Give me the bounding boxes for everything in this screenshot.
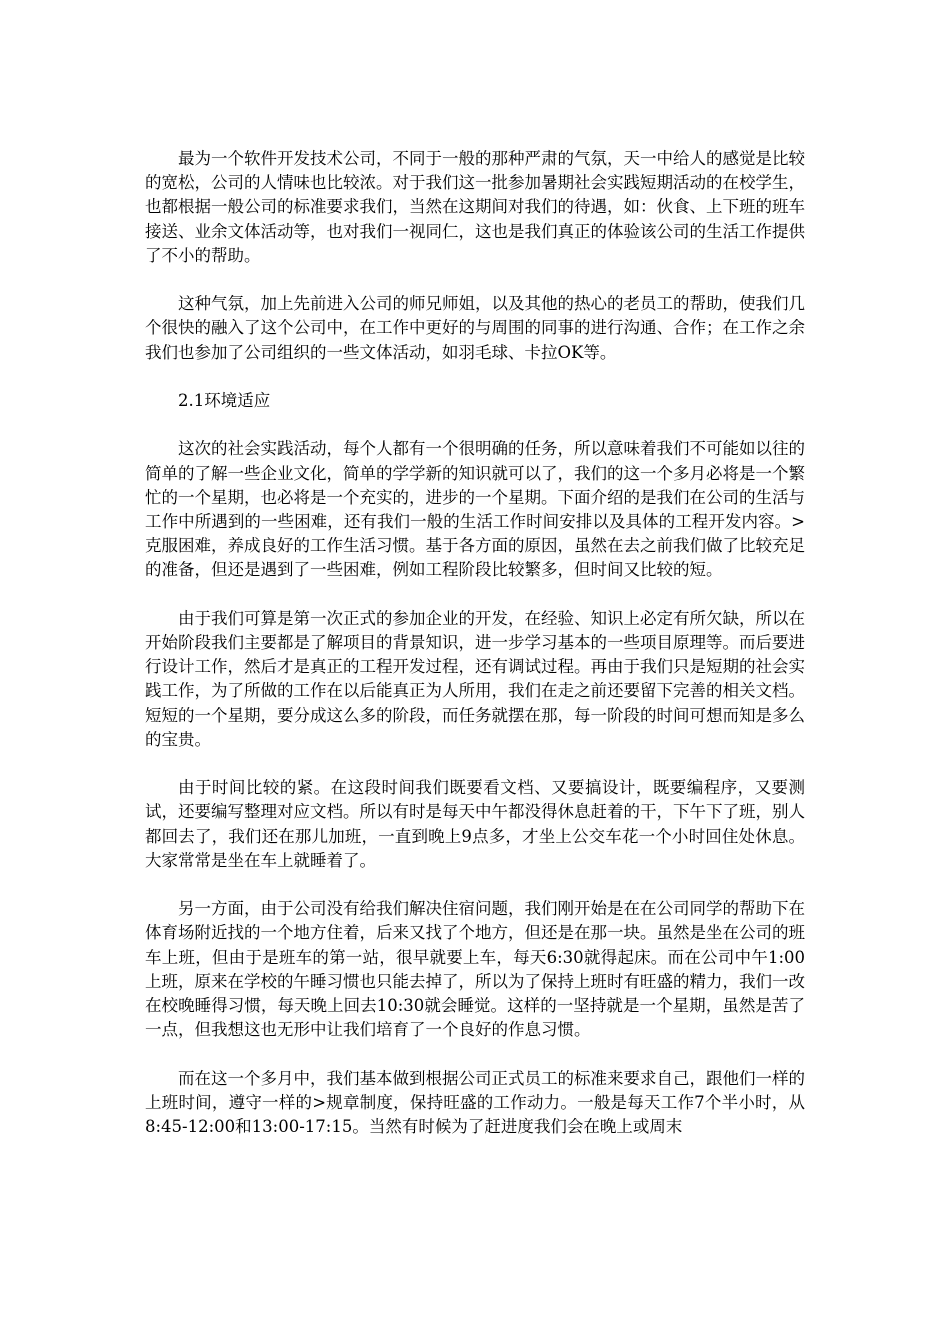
- paragraph-work-hours: 而在这一个多月中，我们基本做到根据公司正式员工的标准来要求自己，跟他们一样的上班时间，遵守一样的>规章制度，保持旺盛的工作动力。一般是每天工作7个半小时，从8:45-12:00和13:00-17:15。当然有时候为了赶进度我们会在晚上或周末: [145, 1068, 805, 1137]
- paragraph-integration: 这种气氛，加上先前进入公司的师兄师姐，以及其他的热心的老员工的帮助，使我们几个很快的融入了这个公司中，在工作中更好的与周围的同事的进行沟通、合作；在工作之余我们也参加了公司组织的一些文体活动，如羽毛球、卡拉OK等。: [145, 294, 805, 362]
- paragraph-accommodation: 另一方面，由于公司没有给我们解决住宿问题，我们刚开始是在在公司同学的帮助下在体育场附近找的一个地方住着，后来又找了个地方，但还是在那一块。虽然是坐在公司的班车上班，但由于是班车的第一站，很早就要上车，每天6:30就得起床。而在公司中午1:00上班，原来在学校的午睡习惯也只能去掉了，所以为了保持上班时有旺盛的精力，我们一改在校晚睡得习惯，每天晚上回去10:30就会睡觉。这样的一坚持就是一个星期，虽然是苦了一点，但我想这也无形中让我们培育了一个良好的作息习惯。: [145, 899, 805, 1040]
- paragraph-company-atmosphere: 最为一个软件开发技术公司，不同于一般的那种严肃的气氛，天一中给人的感觉是比较的宽松，公司的人情味也比较浓。对于我们这一批参加暑期社会实践短期活动的在校学生，也都根据一般公司的标准要求我们，当然在这期间对我们的待遇，如：伙食、上下班的班车接送、业余文体活动等，也对我们一视同仁，这也是我们真正的体验该公司的生活工作提供了不小的帮助。: [145, 149, 805, 265]
- document-page: [145, 147, 805, 1139]
- paragraph-task-overview: 这次的社会实践活动，每个人都有一个很明确的任务，所以意味着我们不可能如以往的简单的了解一些企业文化，简单的学学新的知识就可以了，我们的这一个多月必将是一个繁忙的一个星期，也必将是一个充实的，进步的一个星期。下面介绍的是我们在公司的生活与工作中所遇到的一些困难，还有我们一般的生活工作时间安排以及具体的工程开发内容。>克服困难，养成良好的工作生活习惯。基于各方面的原因，虽然在去之前我们做了比较充足的准备，但还是遇到了一些困难，例如工程阶段比较繁多，但时间又比较的短。: [145, 439, 805, 580]
- section-heading: 2.1环境适应: [178, 391, 271, 410]
- paragraph-tight-schedule: 由于时间比较的紧。在这段时间我们既要看文档、又要搞设计，既要编程序，又要测试，还要编写整理对应文档。所以有时是每天中午都没得休息赶着的干，下午下了班，别人都回去了，我们还在那儿加班，一直到晚上9点多，才坐上公交车花一个小时回住处休息。大家常常是坐在车上就睡着了。: [145, 778, 805, 870]
- paragraph-first-development: 由于我们可算是第一次正式的参加企业的开发，在经验、知识上必定有所欠缺，所以在开始阶段我们主要都是了解项目的背景知识，进一步学习基本的一些项目原理等。而后要进行设计工作，然后才是真正的工程开发过程，还有调试过程。再由于我们只是短期的社会实践工作，为了所做的工作在以后能真正为人所用，我们在走之前还要留下完善的相关文档。短短的一个星期，要分成这么多的阶段，而任务就摆在那，每一阶段的时间可想而知是多么的宝贵。: [145, 608, 805, 749]
